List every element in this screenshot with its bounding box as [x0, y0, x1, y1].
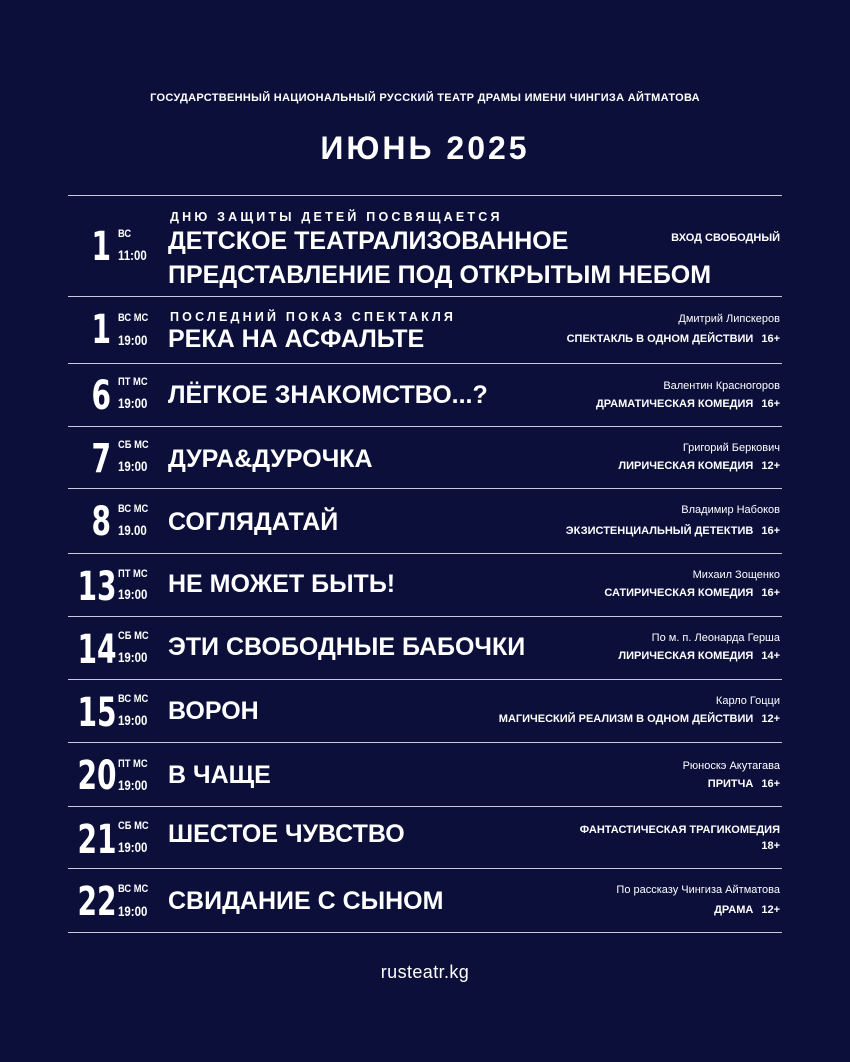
event-meta [616, 885, 780, 916]
event-row [68, 743, 782, 807]
event-title: ЭТИ СВОБОДНЫЕ БАБОЧКИ [168, 633, 526, 661]
event-genre: ЛИРИЧЕСКАЯ КОМЕДИЯ [618, 650, 754, 662]
event-meta [566, 505, 780, 537]
event-meta [683, 761, 780, 790]
event-genre: САТИРИЧЕСКАЯ КОМЕДИЯ [604, 587, 754, 599]
event-weekday: СБ МС [118, 820, 149, 832]
event-row [68, 807, 782, 869]
event-day: 13 [77, 564, 117, 610]
event-time: 19:00 [118, 839, 148, 855]
event-author: По рассказу Чингиза Айтматова [616, 884, 780, 896]
event-overline: ПОСЛЕДНИЙ ПОКАЗ СПЕКТАКЛЯ [170, 310, 457, 324]
event-genre: ЭКЗИСТЕНЦИАЛЬНЫЙ ДЕТЕКТИВ [565, 525, 754, 537]
theatre-name: ГОСУДАРСТВЕННЫЙ НАЦИОНАЛЬНЫЙ РУССКИЙ ТЕАТР ДРАМЫ ИМЕНИ ЧИНГИЗА АЙТМАТОВА [150, 92, 700, 104]
event-meta [580, 825, 780, 852]
event-genre: ФАНТАСТИЧЕСКАЯ ТРАГИКОМЕДИЯ [579, 824, 780, 836]
event-weekday: СБ МС [118, 630, 149, 642]
event-age: 18+ [761, 840, 780, 852]
event-genre: ПРИТЧА [707, 778, 754, 790]
event-title: ШЕСТОЕ ЧУВСТВО [168, 820, 405, 848]
event-row [68, 196, 782, 297]
event-meta [618, 633, 780, 662]
event-author: По м. п. Леонарда Герша [651, 632, 780, 644]
event-author: Рюноскэ Акутагава [682, 760, 780, 772]
event-meta [671, 233, 780, 244]
event-title: СВИДАНИЕ С СЫНОМ [168, 887, 444, 915]
event-time: 19:00 [118, 395, 148, 411]
event-time: 19:00 [118, 649, 148, 665]
event-row [68, 680, 782, 743]
event-weekday: ПТ МС [118, 568, 148, 580]
event-weekday: ВС [118, 228, 132, 240]
event-day: 1 [91, 307, 111, 353]
event-title: РЕКА НА АСФАЛЬТЕ [168, 325, 425, 353]
event-age: 16+ [761, 587, 780, 599]
event-meta [567, 314, 780, 345]
event-genre: ДРАМАТИЧЕСКАЯ КОМЕДИЯ [595, 398, 754, 410]
schedule-list [68, 195, 782, 933]
event-row [68, 427, 782, 489]
event-author: Михаил Зощенко [692, 569, 780, 581]
event-time: 19.00 [118, 522, 147, 538]
event-title: СОГЛЯДАТАЙ [168, 508, 339, 536]
event-weekday: ПТ МС [118, 758, 148, 770]
event-time: 19:00 [118, 586, 148, 602]
event-day: 14 [77, 627, 117, 673]
event-age: 16+ [761, 398, 780, 410]
event-row [68, 869, 782, 933]
event-time: 19:00 [118, 777, 148, 793]
event-genre: ЛИРИЧЕСКАЯ КОМЕДИЯ [618, 460, 754, 472]
event-day: 1 [91, 224, 111, 270]
event-title: НЕ МОЖЕТ БЫТЬ! [168, 570, 396, 598]
event-author: Карло Гоцци [715, 695, 780, 707]
event-weekday: ВС МС [118, 693, 149, 705]
event-author: Владимир Набоков [681, 504, 780, 516]
event-weekday: ВС МС [118, 883, 149, 895]
event-weekday: СБ МС [118, 439, 149, 451]
event-title: ДУРА&ДУРОЧКА [168, 445, 373, 473]
event-genre: ВХОД СВОБОДНЫЙ [671, 232, 780, 244]
event-meta [618, 443, 780, 472]
event-day: 21 [77, 817, 117, 863]
event-author: Валентин Красногоров [663, 380, 780, 392]
event-day: 22 [77, 879, 117, 925]
event-meta [596, 381, 780, 410]
event-age: 12+ [761, 460, 780, 472]
event-day: 8 [91, 499, 111, 545]
event-age: 12+ [761, 904, 780, 916]
event-genre: СПЕКТАКЛЬ В ОДНОМ ДЕЙСТВИИ [566, 333, 754, 345]
event-row [68, 364, 782, 427]
event-title: В ЧАЩЕ [168, 761, 271, 789]
website-link[interactable]: rusteatr.kg [380, 962, 470, 982]
event-overline: ДНЮ ЗАЩИТЫ ДЕТЕЙ ПОСВЯЩАЕТСЯ [170, 210, 503, 224]
event-age: 16+ [761, 525, 780, 537]
event-row [68, 297, 782, 364]
month-title: ИЮНЬ 2025 [320, 130, 530, 166]
event-title: ДЕТСКОЕ ТЕАТРАЛИЗОВАННОЕ ПРЕДСТАВЛЕНИЕ ПОД ОТКРЫТЫМ НЕБОМ [168, 227, 712, 289]
event-weekday: ВС МС [118, 503, 149, 515]
event-meta [604, 570, 780, 599]
event-weekday: ВС МС [118, 312, 149, 324]
event-meta [499, 696, 780, 725]
event-row [68, 554, 782, 617]
event-time: 19:00 [118, 458, 148, 474]
event-genre: МАГИЧЕСКИЙ РЕАЛИЗМ В ОДНОМ ДЕЙСТВИИ [498, 713, 754, 725]
event-time: 19:00 [118, 903, 148, 919]
event-author: Григорий Беркович [682, 442, 780, 454]
event-age: 14+ [761, 650, 780, 662]
event-age: 16+ [761, 778, 780, 790]
event-title: ВОРОН [168, 697, 259, 725]
event-title: ЛЁГКОЕ ЗНАКОМСТВО...? [168, 381, 488, 409]
event-row [68, 617, 782, 680]
event-row [68, 489, 782, 554]
event-day: 7 [91, 436, 111, 482]
event-weekday: ПТ МС [118, 376, 148, 388]
event-genre: ДРАМА [714, 904, 754, 916]
event-day: 15 [77, 690, 117, 736]
event-time: 19:00 [118, 332, 148, 348]
event-author: Дмитрий Липскеров [678, 313, 780, 325]
event-age: 16+ [761, 333, 780, 345]
event-day: 6 [91, 373, 111, 419]
event-time: 11:00 [118, 247, 147, 263]
event-age: 12+ [761, 713, 780, 725]
event-day: 20 [77, 753, 117, 799]
event-time: 19:00 [118, 712, 148, 728]
